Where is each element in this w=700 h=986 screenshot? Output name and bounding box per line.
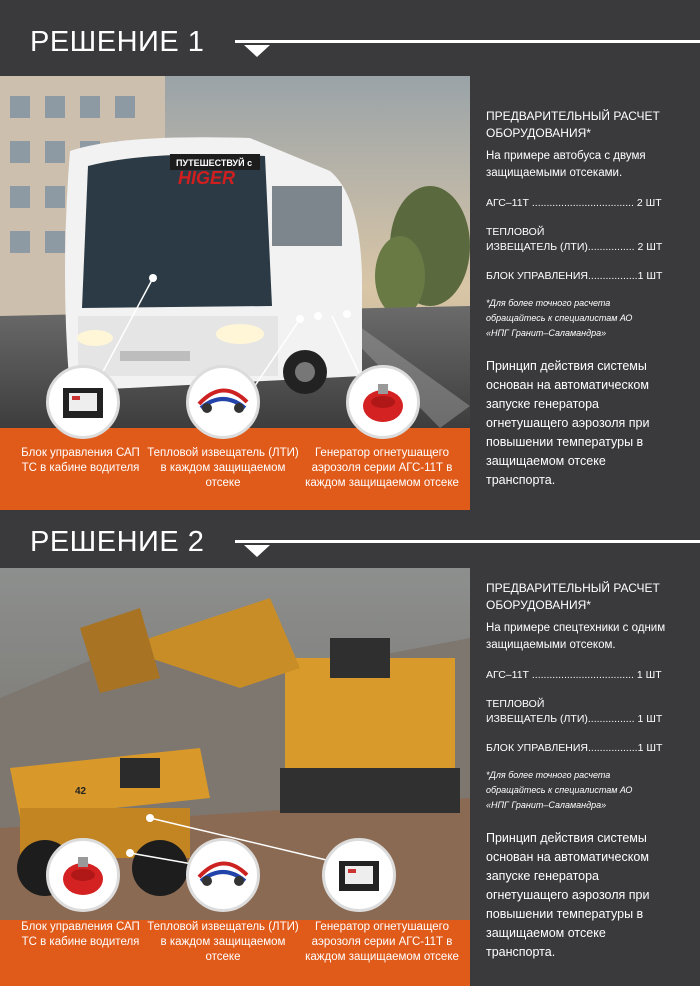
control-unit-icon xyxy=(46,365,120,439)
down-triangle-icon xyxy=(244,45,270,57)
calc-item-heat-b: ИЗВЕЩАТЕЛЬ (ЛТИ)................ 2 ШТ xyxy=(486,241,663,253)
callout-control-unit: Блок управления САП ТС в кабине водителя xyxy=(21,921,140,948)
control-unit-icon xyxy=(322,838,396,912)
aerosol-generator-icon xyxy=(346,365,420,439)
solution-1-heading: РЕШЕНИЕ 1 xyxy=(30,26,205,58)
calc-title: ПРЕДВАРИТЕЛЬНЫЙ РАСЧЕТ ОБОРУДОВАНИЯ* xyxy=(486,109,660,140)
calc-item-heat-a: ТЕПЛОВОЙ xyxy=(486,226,545,238)
heat-detector-icon xyxy=(186,365,260,439)
truck-number: 42 xyxy=(75,786,87,797)
callout-aerosol-generator: Генератор огнетушащего аэрозоля серии АГС-11Т в каждом защищаемом отсеке xyxy=(305,921,459,963)
calculation-panel-2 xyxy=(486,580,686,962)
heat-detector-icon xyxy=(186,838,260,912)
solution-2-heading: РЕШЕНИЕ 2 xyxy=(30,526,205,558)
heading-rule xyxy=(235,540,700,543)
callout-heat-detector: Тепловой извещатель (ЛТИ) в каждом защищаемом отсеке xyxy=(147,447,299,489)
heading-rule xyxy=(235,40,700,43)
calc-subtitle: На примере автобуса с двумя защищаемыми отсеками. xyxy=(486,150,646,179)
calc-subtitle: На примере спецтехники с одним защищаемыми отсеком. xyxy=(486,622,666,651)
callout-control-unit: Блок управления САП ТС в кабине водителя xyxy=(21,447,140,474)
calc-item-heat-a: ТЕПЛОВОЙ xyxy=(486,698,545,710)
bus-sign-text: ПУТЕШЕСТВУЙ с xyxy=(176,158,253,168)
solution-2-section xyxy=(0,510,700,981)
callout-heat-detector: Тепловой извещатель (ЛТИ) в каждом защищаемом отсеке xyxy=(147,921,299,963)
callout-aerosol-generator: Генератор огнетушащего аэрозоля серии АГС-11Т в каждом защищаемом отсеке xyxy=(305,447,459,489)
calc-title: ПРЕДВАРИТЕЛЬНЫЙ РАСЧЕТ ОБОРУДОВАНИЯ* xyxy=(486,581,660,612)
principle-text: Принцип действия системы основан на автоматическом запуске генератора огнетушащего аэрозоля при повышении температуры в защищаемом отсеке транспорта. xyxy=(486,359,650,487)
principle-text: Принцип действия системы основан на автоматическом запуске генератора огнетушащего аэрозоля при повышении температуры в защищаемом отсеке транспорта. xyxy=(486,831,650,959)
bus-brand-text: HIGER xyxy=(178,168,236,188)
calc-note: *Для более точного расчета обращайтесь к специалистам АО «НПГ Гранит–Саламандра» xyxy=(486,298,633,338)
calc-item-ags: АГС–11Т ................................... 2 ШТ xyxy=(486,197,662,209)
down-triangle-icon xyxy=(244,545,270,557)
calc-item-control: БЛОК УПРАВЛЕНИЯ.................1 ШТ xyxy=(486,270,663,282)
calc-note: *Для более точного расчета обращайтесь к специалистам АО «НПГ Гранит–Саламандра» xyxy=(486,770,633,810)
calc-item-ags: АГС–11Т ................................... 1 ШТ xyxy=(486,669,662,681)
aerosol-generator-icon xyxy=(46,838,120,912)
calc-item-control: БЛОК УПРАВЛЕНИЯ.................1 ШТ xyxy=(486,742,663,754)
calculation-panel-1 xyxy=(486,108,686,490)
calc-item-heat-b: ИЗВЕЩАТЕЛЬ (ЛТИ)................ 1 ШТ xyxy=(486,713,663,725)
